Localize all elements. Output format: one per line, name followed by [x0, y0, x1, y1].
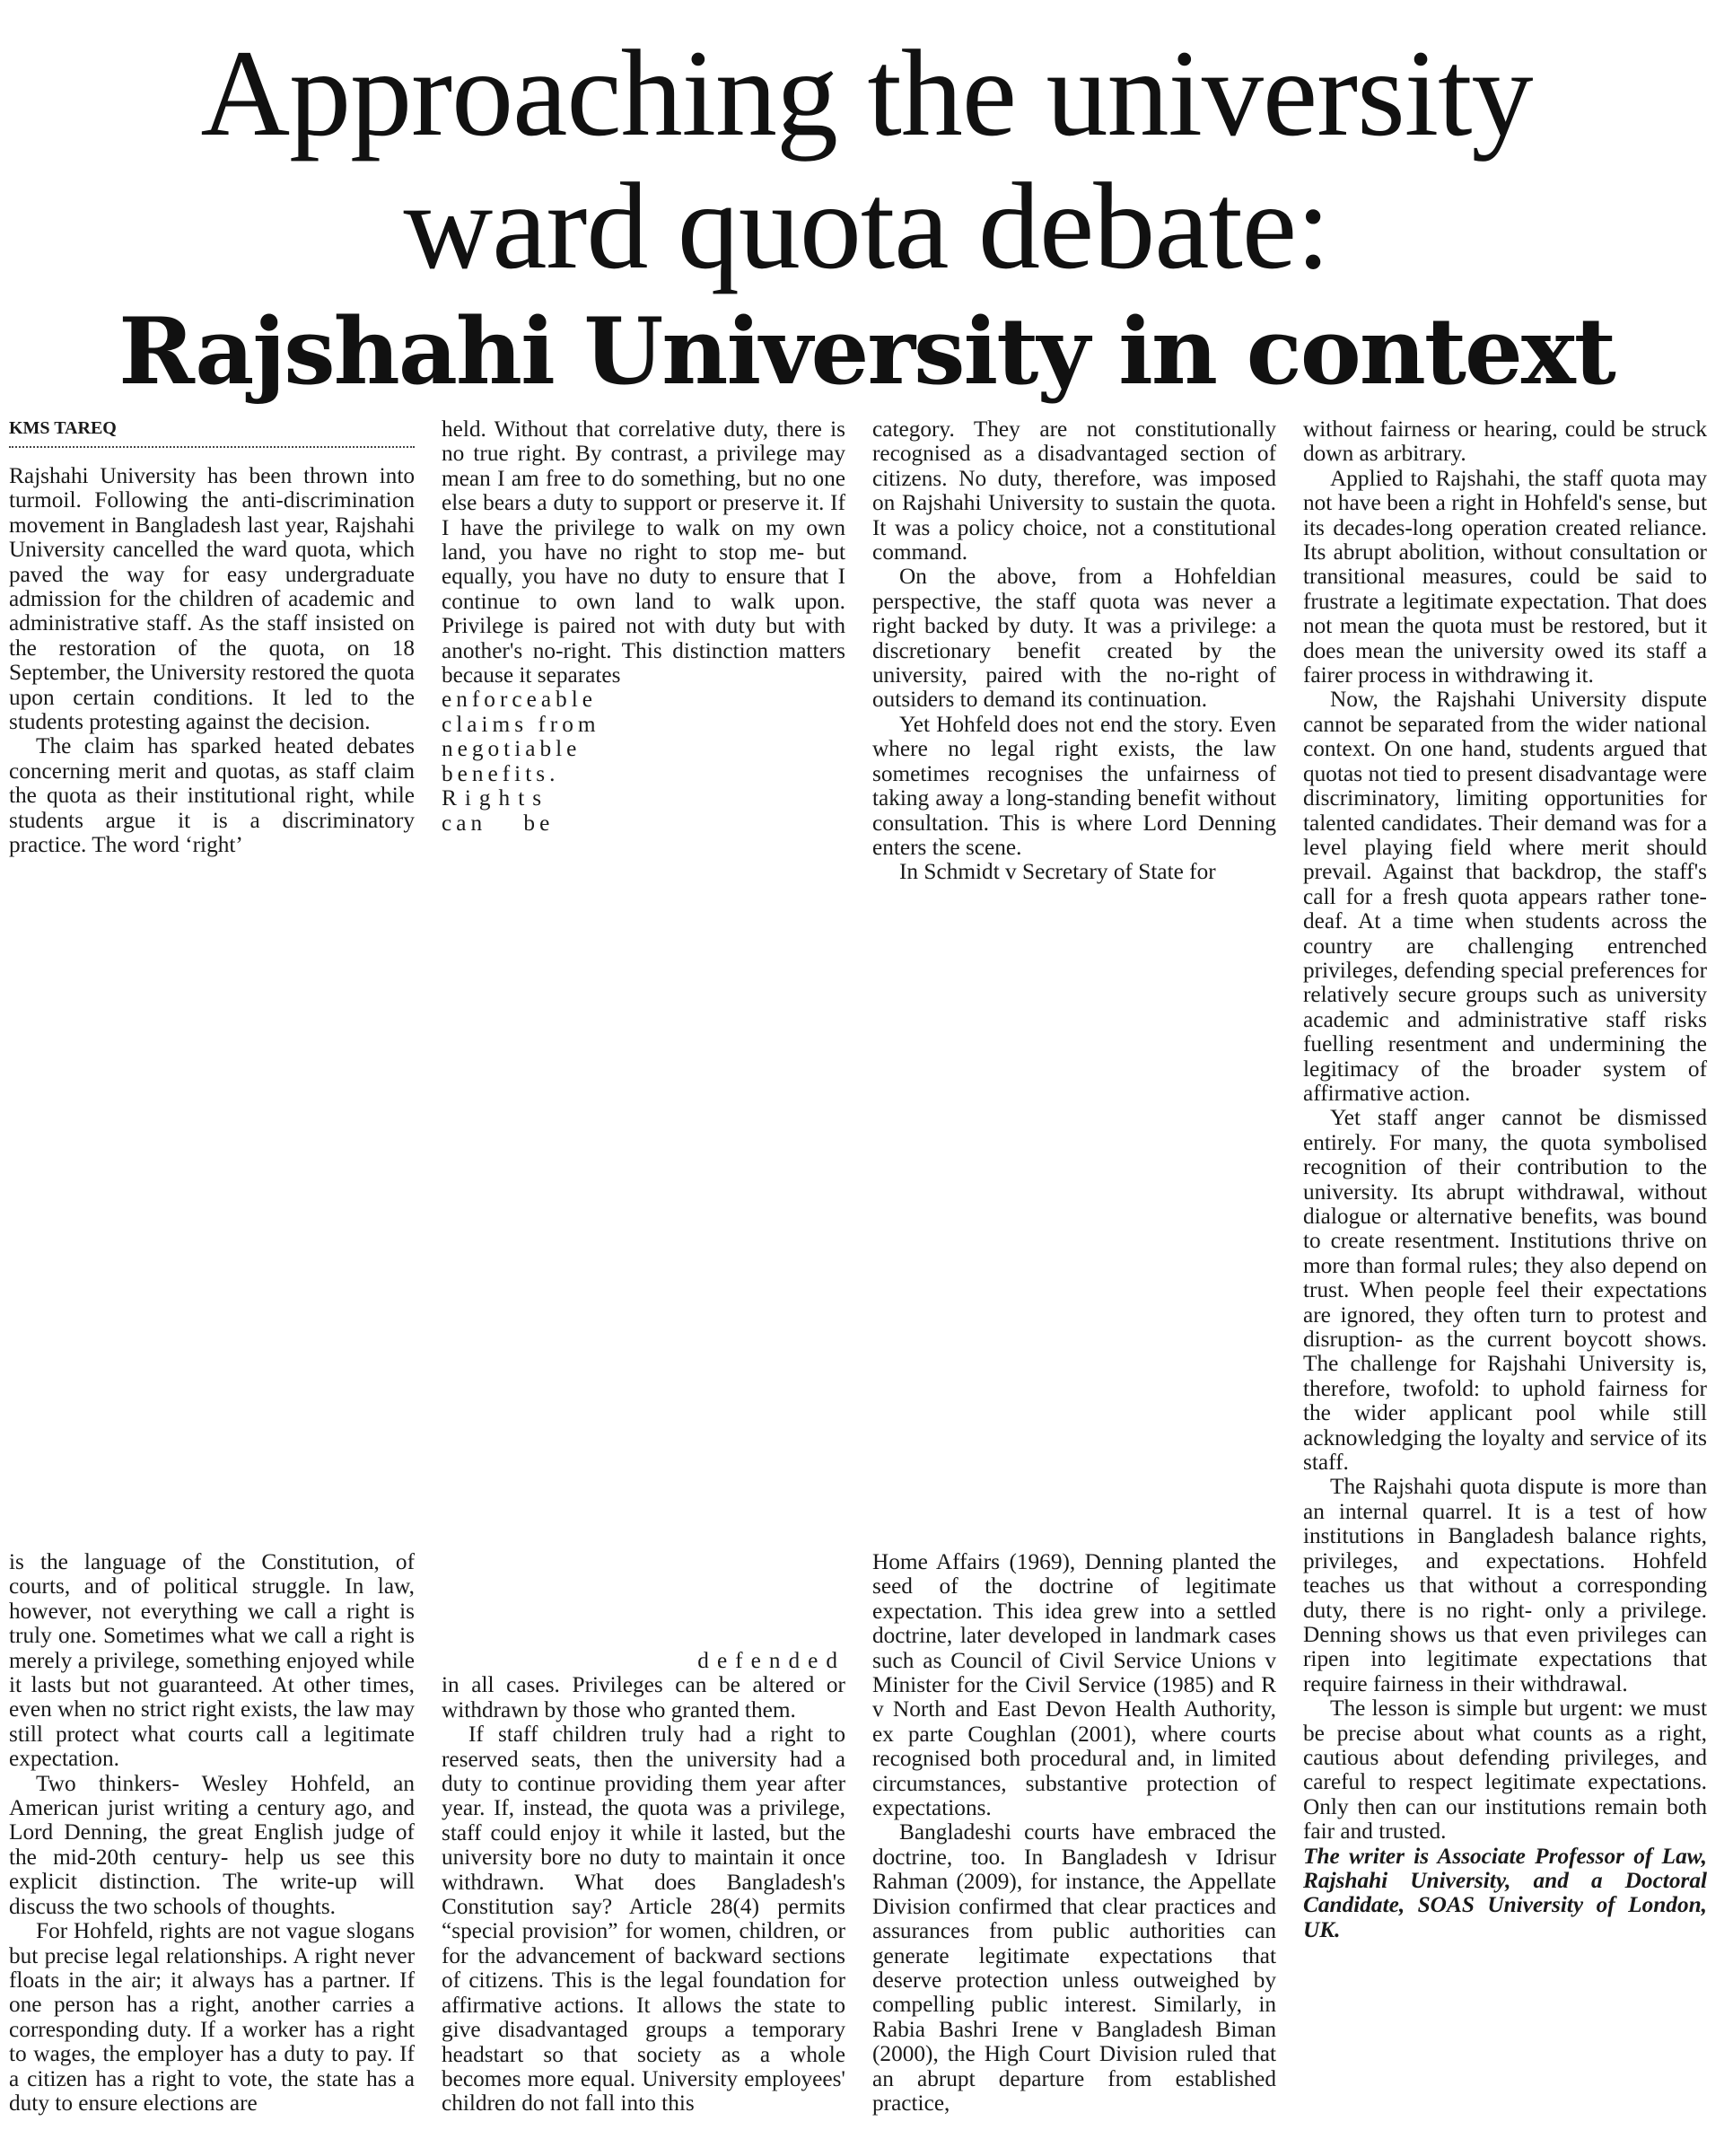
column-1-bottom [9, 1550, 415, 2116]
headline-line-2: ward quota debate: [403, 157, 1330, 294]
paragraph: held. Without that correlative duty, there is no true right. By contrast, a privilege may mean I am free to do something, but no one else bears a duty to support or preserve it. If I have the privilege to walk on my own land, you have no right to stop me- but equally, you have no duty to ensure that I continue to own land to walk upon. Privilege is paired not with duty but with another's no-right. This distinction matters because it separates [442, 416, 845, 688]
paragraph: Yet Hohfeld does not end the story. Even where no legal right exists, the law sometimes recognises the unfairness of taking away a long-standing benefit without consultation. This is where Lord Denning enters the scene. [872, 711, 1276, 860]
column-2-bottom [442, 1649, 845, 2117]
headline [0, 24, 1733, 409]
paragraph: Applied to Rajshahi, the staff quota may not have been a right in Hohfeld's sense, but its decades-long operation created reliance. Its abrupt abolition, without consultation or transitional measures, could be said to frustrate a legitimate expectation. That does not mean the quota must be restored, but it does mean the university owed its staff a fairer process in withdrawing it. [1303, 465, 1707, 688]
paragraph: Two thinkers- Wesley Hohfeld, an American jurist writing a century ago, and Lord Denning, the great English judge of the mid-20th century- help us see this explicit distinction. The write-up will discuss the two schools of thoughts. [9, 1770, 415, 1919]
paragraph: The Rajshahi quota dispute is more than an internal quarrel. It is a test of how institutions in Bangladesh balance rights, privileges, and expectations. Hohfeld teaches us that without a corresponding duty, there is no right- only a privilege. Denning shows us that even privileges can ripen into legitimate expectations that require fairness in their withdrawal. [1303, 1474, 1707, 1696]
author-byline: KMS TAREQ [9, 417, 415, 448]
paragraph: The lesson is simple but urgent: we must be precise about what counts as a right, cautious about defending privileges, and careful to respect legitimate expectations. Only then can our institutions remain both fair and trusted. [1303, 1696, 1707, 1845]
paragraph: Yet staff anger cannot be dismissed entirely. For many, the quota symbolised recognition of their contribution to the university. Its abrupt withdrawal, without dialogue or alternative benefits, was bound to create resentment. Institutions thrive on more than formal rules; they also depend on trust. When people feel their expectations are ignored, they often turn to protest and disruption- as the current boycott shows. The challenge for Rajshahi University is, therefore, twofold: to uphold fairness for the wider applicant pool while still acknowledging the loyalty and service of its staff. [1303, 1105, 1707, 1476]
spaced-line: benefits. [442, 760, 560, 786]
spaced-line: can be [442, 810, 555, 836]
column-4 [1303, 417, 1707, 1942]
column-2-top [442, 417, 845, 836]
paragraph: in all cases. Privileges can be altered or withdrawn by those who granted them. [442, 1672, 845, 1722]
headline-subtitle: Rajshahi University in context [118, 298, 1615, 406]
spaced-line: Rights [442, 785, 550, 811]
writer-note: The writer is Associate Professor of Law, Rajshahi University, and a Doctoral Candidate, SOAS University of London, UK. [1303, 1843, 1707, 1942]
paragraph: category. They are not constitutionally recognised as a disadvantaged section of citizens. No duty, therefore, was imposed on Rajshahi University to sustain the quota. It was a policy choice, not a constitutional command. [872, 416, 1276, 565]
paragraph: Home Affairs (1969), Denning planted the seed of the doctrine of legitimate expectation. This idea grew into a settled doctrine, later developed in landmark cases such as Council of Civil Service Unions v Minister for the Civil Service (1985) and R v North and East Devon Health Authority, ex parte Coughlan (2001), where courts recognised both procedural and, in limited circumstances, substantive protection of expectations. [872, 1549, 1276, 1821]
spaced-line: defended [697, 1648, 845, 1673]
paragraph: Now, the Rajshahi University dispute cannot be separated from the wider national context. On one hand, students argued that quotas not tied to present disadvantage were discriminatory, limiting opportunities for talented candidates. Their demand was for a level playing field where merit should prevail. Against that backdrop, the staff's call for a fresh quota appears rather tone-deaf. At a time when students across the country are challenging entrenched privileges, defending special preferences for relatively secure groups such as university academic and administrative staff risks fuelling resentment and undermining the legitimacy of the broader system of affirmative action. [1303, 687, 1707, 1106]
column-1-top [9, 464, 415, 858]
paragraph: Bangladeshi courts have embraced the doctrine, too. In Bangladesh v Idrisur Rahman (2009), for instance, the Appellate Division confirmed that clear practices and assurances from public authorities can generate legitimate expectations that deserve protection unless outweighed by compelling public interest. Similarly, in Rabia Bashri Irene v Bangladesh Biman (2000), the High Court Division ruled that an abrupt departure from established practice, [872, 1819, 1276, 2116]
paragraph: On the above, from a Hohfeldian perspective, the staff quota was never a right backed by duty. It was a privilege: a discretionary benefit created by the university, paired with the no-right of outsiders to demand its continuation. [872, 564, 1276, 713]
spaced-line: negotiable [442, 736, 582, 762]
paragraph: Rajshahi University has been thrown into turmoil. Following the anti-discrimination movement in Bangladesh last year, Rajshahi University cancelled the ward quota, which paved the way for easy undergraduate admission for the children of academic and administrative staff. As the staff insisted on the restoration of the quota, on 18 September, the University restored the quota upon certain conditions. It led to the students protesting against the decision. [9, 463, 415, 735]
paragraph: The claim has sparked heated debates concerning merit and quotas, as staff claim the quota as their institutional right, while students argue it is a discriminatory practice. The word ‘right’ [9, 733, 415, 858]
spaced-line: claims from [442, 711, 600, 737]
headline-line-1: Approaching the university [200, 24, 1533, 162]
column-3-bottom [872, 1550, 1276, 2116]
paragraph: If staff children truly had a right to reserved seats, then the university had a duty to continue providing them year after year. If, instead, the quota was a privilege, staff could enjoy it while it lasted, but the university bore no duty to maintain it once withdrawn. What does Bangladesh's Constitution say? Article 28(4) permits “special provision” for women, children, or for the advancement of backward sections of citizens. This is the legal foundation for affirmative actions. It allows the state to give disadvantaged groups a temporary headstart so that society as a whole becomes more equal. University employees' children do not fall into this [442, 1722, 845, 2117]
paragraph: In Schmidt v Secretary of State for [899, 859, 1216, 885]
spaced-line: enforceable [442, 687, 597, 713]
paragraph: without fairness or hearing, could be struck down as arbitrary. [1303, 416, 1707, 467]
paragraph: For Hohfeld, rights are not vague slogans but precise legal relationships. A right never floats in the air; it always has a partner. If one person has a right, another carries a corresponding duty. If a worker has a right to wages, the employer has a duty to pay. If a citizen has a right to vote, the state has a duty to ensure elections are [9, 1918, 415, 2116]
column-3-top [872, 417, 1276, 885]
paragraph: is the language of the Constitution, of courts, and of political struggle. In law, however, not everything we call a right is truly one. Sometimes what we call a right is merely a privilege, something enjoyed while it lasts but not guaranteed. At other times, even when no strict right exists, the law may still protect what courts call a legitimate expectation. [9, 1549, 415, 1772]
